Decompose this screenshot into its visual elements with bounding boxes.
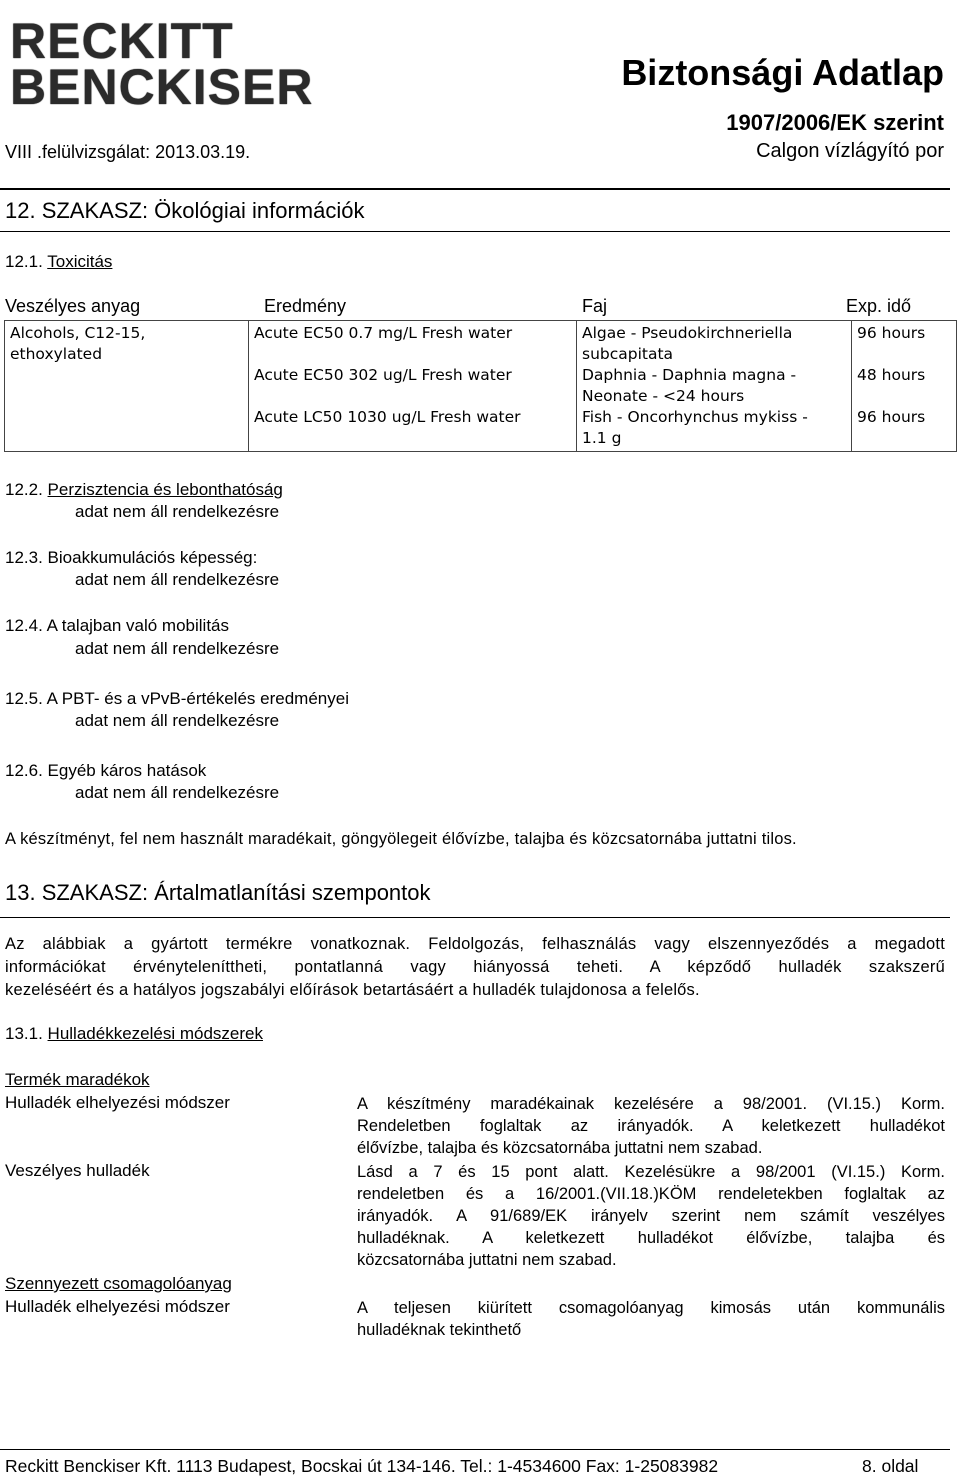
- page-number: 8. oldal: [862, 1456, 919, 1476]
- species-line: Algae - Pseudokirchneriella: [582, 324, 793, 342]
- species-line: Fish - Oncorhynchus mykiss -: [582, 408, 808, 426]
- document-title: Biztonsági Adatlap: [621, 52, 944, 93]
- cell-result: [249, 321, 577, 452]
- result-line: Acute EC50 0.7 mg/L Fresh water: [254, 324, 513, 342]
- text-line: közcsatornába juttatni nem szabad.: [357, 1251, 617, 1269]
- section-13-heading: 13. SZAKASZ: Ártalmatlanítási szempontok: [5, 880, 431, 905]
- hazardous-waste-text: [357, 1161, 945, 1271]
- substance-line: Alcohols, C12-15,: [10, 324, 146, 342]
- subsection-12-4: [5, 616, 229, 636]
- toxicity-title: Toxicitás: [47, 252, 113, 271]
- exposure-line: 96 hours: [857, 408, 926, 426]
- hazardous-waste-label: Veszélyes hulladék: [5, 1161, 150, 1180]
- revision-date: VIII .felülvizsgálat: 2013.03.19.: [5, 142, 251, 162]
- subsection-num: 12.6.: [5, 761, 43, 780]
- subsection-value: adat nem áll rendelkezésre: [75, 711, 280, 730]
- section-13-divider: [0, 917, 950, 918]
- exposure-line: 48 hours: [857, 366, 926, 384]
- methods-num: 13.1.: [5, 1024, 43, 1043]
- disposal-method-label-2: Hulladék elhelyezési módszer: [5, 1297, 230, 1316]
- disposal-method-label: Hulladék elhelyezési módszer: [5, 1093, 230, 1112]
- logo-line-1: RECKITT: [10, 13, 234, 69]
- subsection-12-5: [5, 689, 349, 709]
- species-line: Daphnia - Daphnia magna -: [582, 366, 797, 384]
- cell-substance: [5, 321, 249, 452]
- regulation-line: 1907/2006/EK szerint: [726, 110, 944, 135]
- col-header-result: Eredmény: [264, 296, 347, 316]
- company-logo: [10, 8, 314, 115]
- intro-line: információkat érvényteleníttheti, pontatlanná vagy hiányossá teheti. A képződő hulladék szakszerű: [5, 958, 945, 976]
- footer-divider: [0, 1449, 950, 1450]
- product-residues-label: Termék maradékok: [5, 1070, 150, 1089]
- text-line: élővízbe, talajba és közcsatornába juttatni nem szabad.: [357, 1139, 763, 1157]
- packaging-disposal-text: [357, 1297, 945, 1341]
- subsection-value: adat nem áll rendelkezésre: [75, 783, 280, 802]
- text-line: hulladéknak. A keletkezett hulladékot élővízbe, talajba és: [357, 1229, 945, 1247]
- section-12-divider: [0, 231, 950, 232]
- disposal-method-text: [357, 1093, 945, 1159]
- exposure-line: 96 hours: [857, 324, 926, 342]
- subsection-num: 12.3.: [5, 548, 43, 567]
- cell-species: [577, 321, 852, 452]
- subsection-12-6: [5, 761, 206, 781]
- text-line: Rendeletben foglaltak az irányadók. A keletkezett hulladékot: [357, 1117, 945, 1135]
- text-line: A készítmény maradékainak kezelésére a 98/2001. (VI.15.) Korm.: [357, 1095, 945, 1113]
- intro-line: Az alábbiak a gyártott termékre vonatkoznak. Feldolgozás, felhasználás vagy elszennyeződés a megadott: [5, 935, 945, 953]
- text-line: A teljesen kiürített csomagolóanyag kimosás után kommunális: [357, 1299, 945, 1317]
- substance-line: ethoxylated: [10, 345, 103, 363]
- toxicity-table: [4, 320, 957, 452]
- subsection-title: Egyéb káros hatások: [47, 761, 207, 780]
- toxicity-heading: [5, 252, 112, 272]
- result-line: Acute EC50 302 ug/L Fresh water: [254, 366, 512, 384]
- text-line: rendeletben és a 16/2001.(VII.18.)KÖM rendeletekben foglaltak az: [357, 1185, 945, 1203]
- toxicity-num: 12.1.: [5, 252, 43, 271]
- packaging-label: Szennyezett csomagolóanyag: [5, 1274, 232, 1293]
- species-line: 1.1 g: [582, 429, 622, 447]
- subsection-title: Bioakkumulációs képesség:: [47, 548, 258, 567]
- subsection-value: adat nem áll rendelkezésre: [75, 639, 280, 658]
- subsection-num: 12.2.: [5, 480, 43, 499]
- section-12-heading: 12. SZAKASZ: Ökológiai információk: [5, 198, 365, 223]
- text-line: hulladéknak tekinthető: [357, 1321, 522, 1339]
- subsection-12-2: [5, 480, 283, 500]
- subsection-title: Perzisztencia és lebonthatóság: [47, 480, 283, 499]
- subsection-num: 12.4.: [5, 616, 43, 635]
- text-line: Lásd a 7 és 15 pont alatt. Kezelésükre a 98/2001 (VI.15.) Korm.: [357, 1163, 945, 1181]
- col-header-substance: Veszélyes anyag: [5, 296, 141, 316]
- methods-title: Hulladékkezelési módszerek: [47, 1024, 263, 1043]
- species-line: subcapitata: [582, 345, 674, 363]
- subsection-title: A talajban való mobilitás: [46, 616, 229, 635]
- product-name: Calgon vízlágyító por: [756, 140, 944, 162]
- text-line: irányadók. A 91/689/EK irányelv szerint nem számít veszélyes: [357, 1207, 945, 1225]
- subsection-12-3: [5, 548, 257, 568]
- col-header-species: Faj: [582, 296, 608, 316]
- methods-heading: [5, 1024, 263, 1044]
- logo-line-2: BENCKISER: [10, 59, 314, 115]
- col-header-exposure: Exp. idő: [846, 296, 912, 316]
- result-line: Acute LC50 1030 ug/L Fresh water: [254, 408, 521, 426]
- footer-company: Reckitt Benckiser Kft. 1113 Budapest, Bocskai út 134-146. Tel.: 1-4534600 Fax: 1-25083982: [5, 1456, 719, 1476]
- subsection-value: adat nem áll rendelkezésre: [75, 502, 280, 521]
- species-line: Neonate - <24 hours: [582, 387, 745, 405]
- cell-exposure: [852, 321, 957, 452]
- subsection-value: adat nem áll rendelkezésre: [75, 570, 280, 589]
- subsection-title: A PBT- és a vPvB-értékelés eredményei: [46, 689, 349, 708]
- subsection-num: 12.5.: [5, 689, 43, 708]
- header-divider: [0, 188, 950, 190]
- intro-line: kezeléséért és a hatályos jogszabályi előírások betartásáért a hulladék tulajdonosa a felelős.: [5, 981, 700, 999]
- table-row: [5, 321, 957, 452]
- disposal-warning: A készítményt, fel nem használt maradékait, göngyölegeit élővízbe, talajba és közcsatornába juttatni tilos.: [5, 830, 797, 848]
